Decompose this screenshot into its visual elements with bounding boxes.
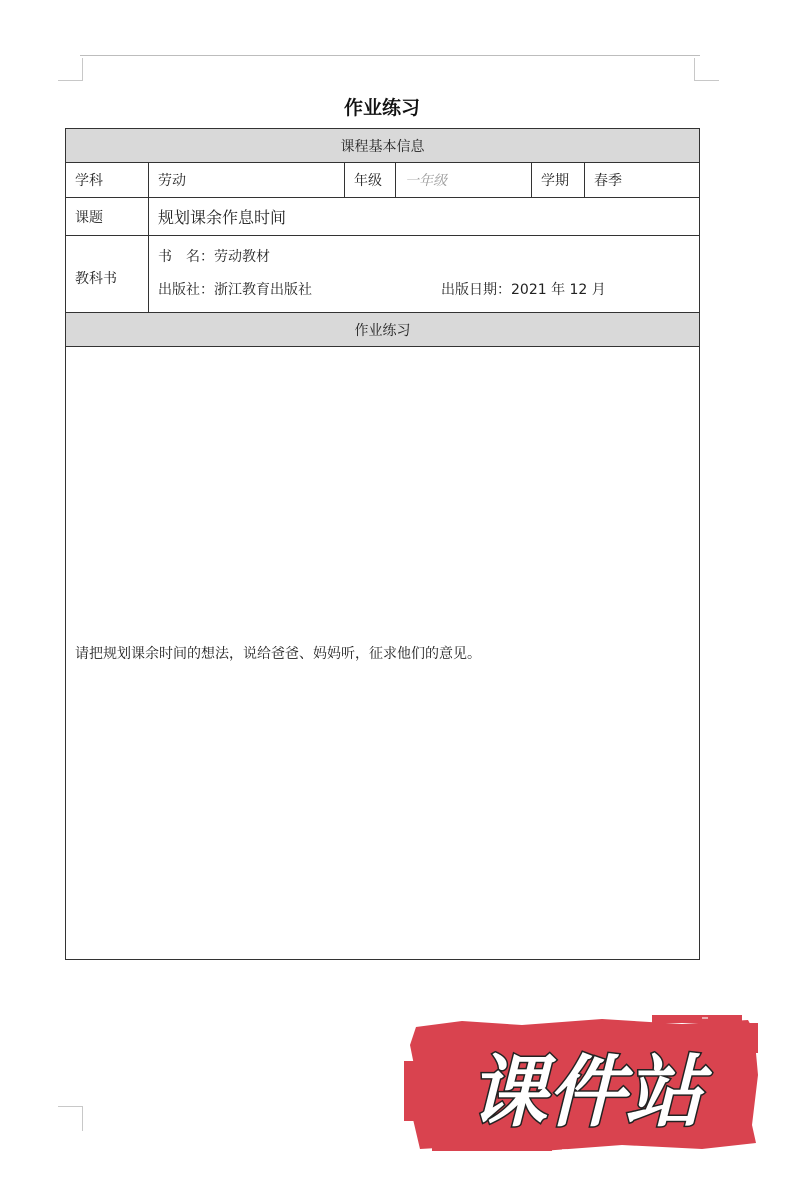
- publisher: 出版社：浙江教育出版社: [158, 282, 312, 298]
- section-header-homework: 作业练习: [66, 313, 700, 347]
- topic-value: 规划课余作息时间: [149, 198, 700, 236]
- grade-value: 一年级: [396, 163, 532, 198]
- homework-content: 请把规划课余时间的想法，说给爸爸、妈妈听，征求他们的意见。: [66, 347, 700, 960]
- watermark-text: 课件站: [468, 1048, 704, 1138]
- subject-value: 劳动: [149, 163, 345, 198]
- homework-table: [65, 128, 700, 960]
- subject-label: 学科: [66, 163, 149, 198]
- textbook-label: 教科书: [66, 236, 149, 313]
- book-name: 书 名：劳动教材: [158, 249, 270, 265]
- page-corner-mark-top-right: [694, 58, 719, 81]
- page-corner-mark-top-left: [58, 58, 83, 81]
- topic-label: 课题: [66, 198, 149, 236]
- section-header-course-info: 课程基本信息: [66, 129, 700, 163]
- term-label: 学期: [532, 163, 585, 198]
- page-corner-mark-bottom-left: [58, 1106, 83, 1131]
- publish-date: 出版日期：2021 年 12 月: [441, 282, 606, 298]
- document-title: 作业练习: [343, 97, 420, 119]
- textbook-info: [149, 236, 700, 313]
- term-value: 春季: [585, 163, 700, 198]
- kejianzhan-watermark-logo: [402, 1015, 770, 1155]
- page-top-rule: [80, 55, 700, 56]
- grade-label: 年级: [345, 163, 396, 198]
